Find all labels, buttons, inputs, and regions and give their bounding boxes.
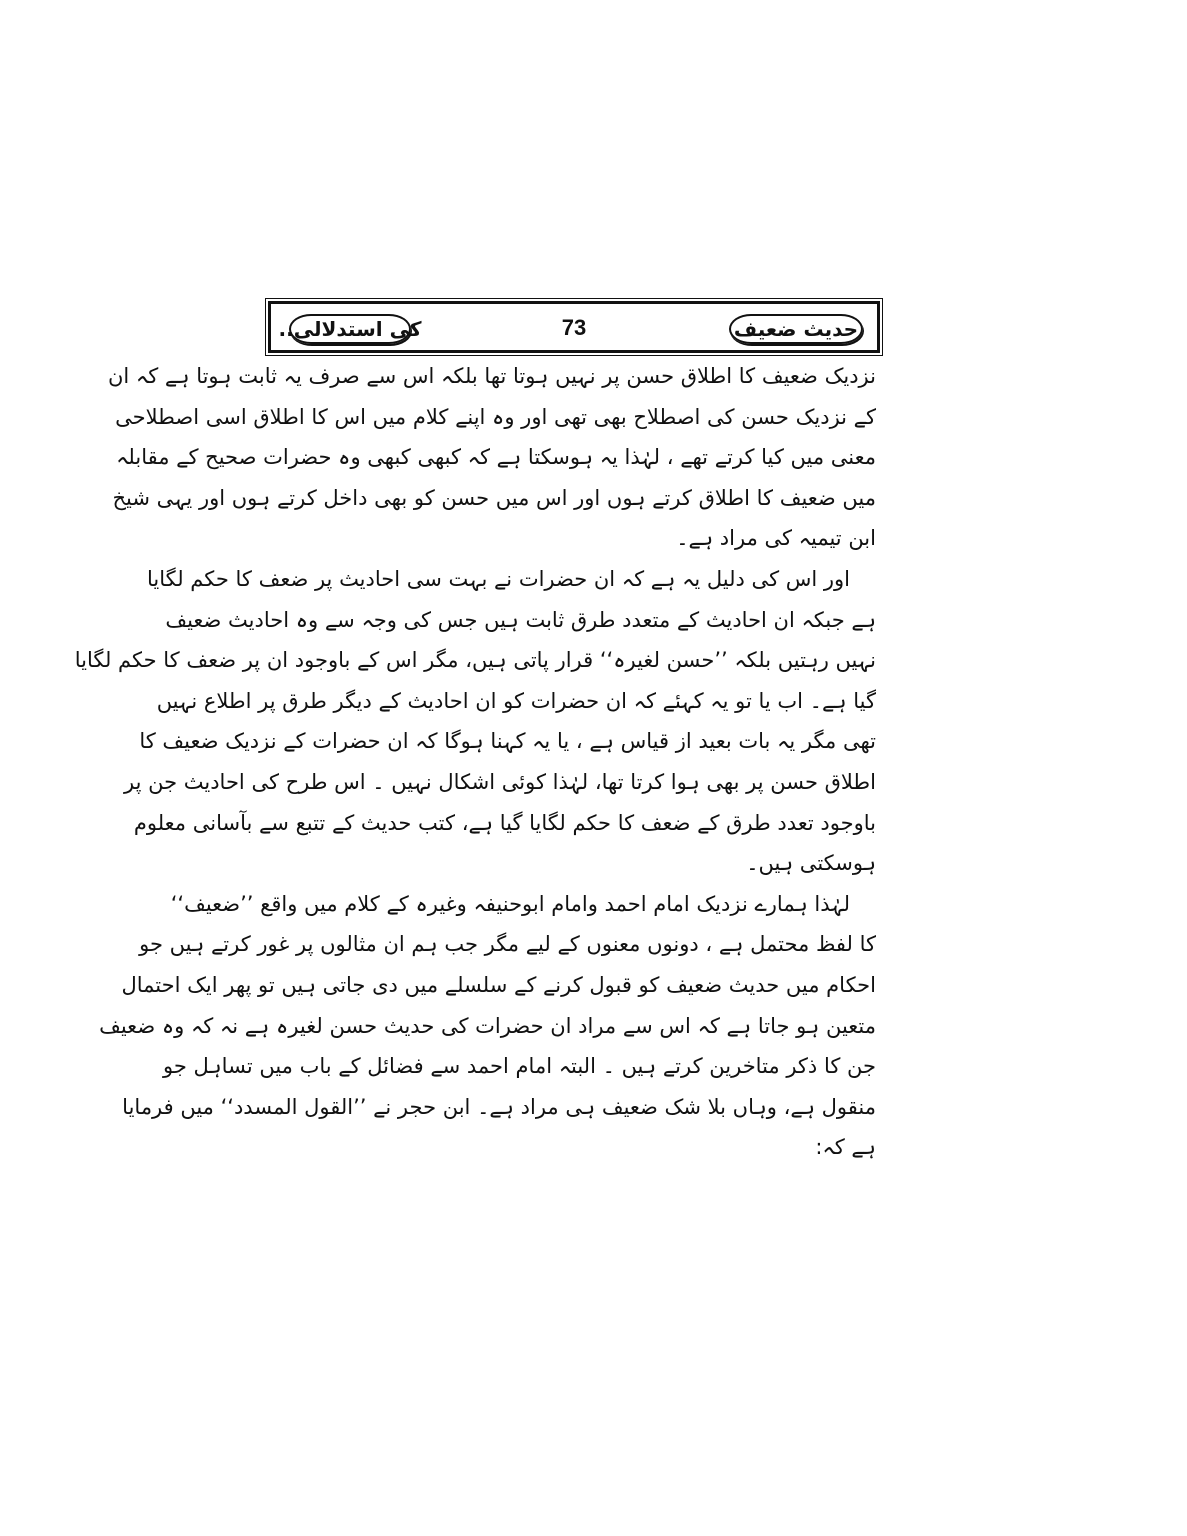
body-text: [74, 356, 876, 1168]
text-line: میں ضعیف کا اطلاق کرتے ہوں اور اس میں حسن کو بھی داخل کرتے ہوں اور یہی شیخ: [112, 485, 876, 510]
text-line: لہٰذا ہمارے نزدیک امام احمد وامام ابوحنیفہ وغیرہ کے کلام میں واقع ’’ضعیف‘‘: [170, 891, 850, 916]
text-line: گیا ہے۔ اب یا تو یہ کہئے کہ ان حضرات کو ان احادیث کے دیگر طرق پر اطلاع نہیں: [156, 688, 876, 713]
text-line: احکام میں حدیث ضعیف کو قبول کرنے کے سلسلے میں دی جاتی ہیں تو پھر ایک احتمال: [121, 972, 876, 997]
text-line: نزدیک ضعیف کا اطلاق حسن پر نہیں ہوتا تھا بلکہ اس سے صرف یہ ثابت ہوتا ہے کہ ان: [108, 364, 876, 388]
text-line: کے نزدیک حسن کی اصطلاح بھی تھی اور وہ اپنے کلام میں اس کا اطلاق اسی اصطلاحی: [115, 404, 876, 429]
text-line: منقول ہے، وہاں بلا شک ضعیف ہی مراد ہے۔ ابن حجر نے ’’القول المسدد‘‘ میں فرمایا: [122, 1094, 876, 1119]
header-right-title-text: حدیث ضعیف: [733, 317, 859, 341]
text-line: معنی میں کیا کرتے تھے ، لہٰذا یہ ہوسکتا ہے کہ کبھی کبھی وہ حضرات صحیح کے مقابلہ: [116, 445, 876, 470]
text-line: اور اس کی دلیل یہ ہے کہ ان حضرات نے بہت سی احادیث پر ضعف کا حکم لگایا: [146, 566, 850, 591]
text-line: ہوسکتی ہیں۔: [746, 851, 876, 876]
text-line: نہیں رہتیں بلکہ ’’حسن لغیرہ‘‘ قرار پاتی ہیں، مگر اس کے باوجود ان پر ضعف کا حکم لگایا: [74, 648, 876, 673]
text-line: متعین ہو جاتا ہے کہ اس سے مراد ان حضرات کی حدیث حسن لغیرہ ہے نہ کہ وہ ضعیف: [99, 1013, 876, 1038]
header-left-title-text: کی استدلالی..: [278, 317, 422, 341]
text-line: اطلاق حسن پر بھی ہوا کرتا تھا، لہٰذا کوئی اشکال نہیں ۔ اس طرح کی احادیث جن پر: [123, 769, 876, 794]
text-line: ابن تیمیہ کی مراد ہے۔: [676, 526, 876, 551]
text-line: ہے جبکہ ان احادیث کے متعدد طرق ثابت ہیں جس کی وجہ سے وہ احادیث ضعیف: [165, 607, 876, 632]
page-number: 73: [561, 315, 587, 340]
text-line: باوجود تعدد طرق کے ضعف کا حکم لگایا گیا ہے، کتب حدیث کے تتبع سے بآسانی معلوم: [133, 810, 876, 835]
text-line: تھی مگر یہ بات بعید از قیاس ہے ، یا یہ کہنا ہوگا کہ ان حضرات کے نزدیک ضعیف کا: [139, 729, 876, 754]
text-line: ہے کہ:: [815, 1135, 876, 1160]
header-book-title-right: [729, 314, 863, 344]
text-line: کا لفظ محتمل ہے ، دونوں معنوں کے لیے مگر جب ہم ان مثالوں پر غور کرتے ہیں جو: [139, 932, 876, 957]
text-line: جن کا ذکر متاخرین کرتے ہیں ۔ البتہ امام احمد سے فضائل کے باب میں تساہل جو: [162, 1054, 876, 1079]
running-header: [268, 301, 880, 353]
